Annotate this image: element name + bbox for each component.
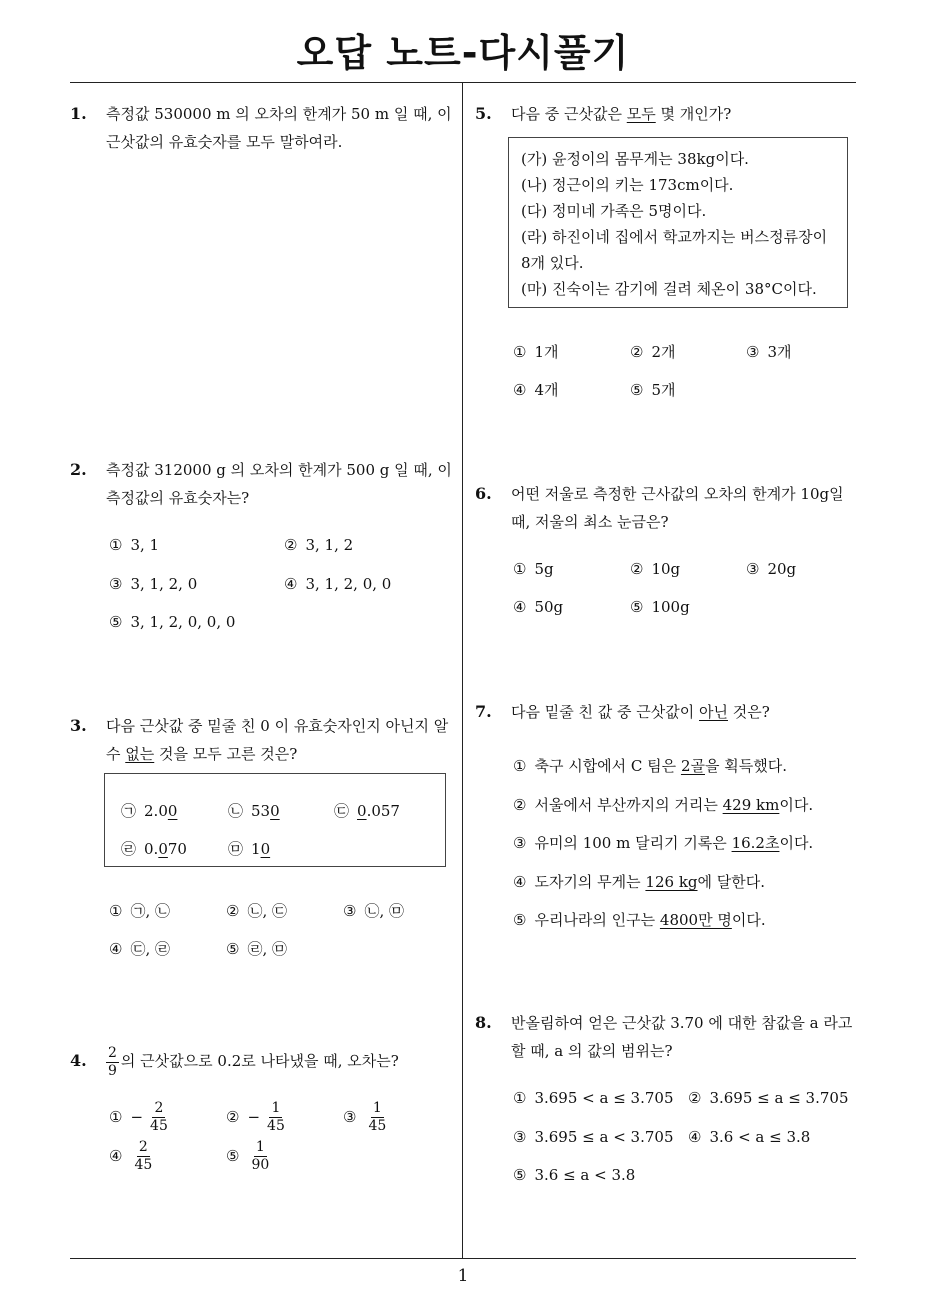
question-5 [475, 100, 860, 128]
statement-line: 8개 있다. [521, 254, 584, 272]
question-number: 1. [70, 104, 87, 123]
answer-option[interactable]: ② 10g [630, 560, 681, 578]
question-number: 3. [70, 716, 87, 735]
answer-option[interactable]: ② 3.695 ≤ a ≤ 3.705 [688, 1089, 849, 1107]
answer-option[interactable]: ① 축구 시합에서 C 팀은 2골을 획득했다. [513, 757, 787, 775]
answer-option[interactable]: ⑤ ㉣, ㉤ [226, 940, 287, 958]
answer-option[interactable]: ⑤ 3.6 ≤ a < 3.8 [513, 1166, 636, 1184]
answer-option[interactable]: ⑤ 우리나라의 인구는 4800만 명이다. [513, 911, 766, 929]
answer-option[interactable]: ① 5g [513, 560, 554, 578]
page-title: 오답 노트-다시풀기 [296, 31, 630, 75]
box-item: ㉤ 10 [228, 840, 271, 858]
answer-option[interactable]: ② ㉡, ㉢ [226, 902, 287, 920]
question-number: 6. [475, 484, 492, 503]
answer-option[interactable]: ④ ㉢, ㉣ [109, 940, 170, 958]
answer-option[interactable]: ② 3, 1, 2 [284, 536, 354, 554]
top-rule [70, 82, 856, 83]
page-number: 1 [457, 1266, 469, 1286]
question-number: 7. [475, 702, 492, 721]
statement-line: (라) 하진이네 집에서 학교까지는 버스정류장이 [521, 228, 828, 246]
answer-option[interactable]: ④ $\frac{2}{45}$ [109, 1139, 153, 1173]
answer-option[interactable]: ① 3.695 < a ≤ 3.705 [513, 1089, 674, 1107]
box-item: ㉠ 2.00 [121, 802, 178, 820]
answer-option[interactable]: ① 3, 1 [109, 536, 160, 554]
answer-option[interactable]: ④ 50g [513, 598, 564, 616]
answer-option[interactable]: ③ 3, 1, 2, 0 [109, 575, 198, 593]
answer-option[interactable]: ② 2개 [630, 343, 676, 361]
question-text-line: 수 없는 것을 모두 고른 것은? [106, 745, 298, 763]
question-number: 4. [70, 1051, 87, 1070]
bottom-rule [70, 1258, 856, 1259]
answer-option[interactable]: ⑤ $\frac{1}{90}$ [226, 1139, 270, 1173]
question-number: 8. [475, 1013, 492, 1032]
answer-option[interactable]: ⑤ 100g [630, 598, 690, 616]
question-text-line: 다음 중 근삿값은 모두 몇 개인가? [511, 105, 732, 123]
question-text-line: 다음 밑줄 친 값 중 근삿값이 아닌 것은? [511, 703, 770, 721]
question-7 [475, 698, 860, 726]
question-text-line: 측정값의 유효숫자는? [106, 489, 250, 507]
answer-option[interactable]: ④ 도자기의 무게는 126 kg에 달한다. [513, 873, 766, 891]
answer-option[interactable]: ⑤ 3, 1, 2, 0, 0, 0 [109, 613, 236, 631]
answer-option[interactable]: ④ 3.6 < a ≤ 3.8 [688, 1128, 811, 1146]
answer-option[interactable]: ② − $\frac{1}{45}$ [226, 1100, 285, 1134]
question-text-line: 어떤 저울로 측정한 근사값의 오차의 한계가 10g일 [511, 485, 844, 503]
statement-line: (마) 진숙이는 감기에 걸려 체온이 38°C이다. [521, 280, 817, 298]
answer-option[interactable]: ① ㉠, ㉡ [109, 902, 170, 920]
statement-line: (나) 정근이의 키는 173cm이다. [521, 176, 734, 194]
answer-option[interactable]: ③ 유미의 100 m 달리기 기록은 16.2초이다. [513, 834, 814, 852]
question-8 [475, 1009, 860, 1065]
answer-option[interactable]: ⑤ 5개 [630, 381, 676, 399]
column-divider [462, 83, 463, 1258]
answer-option[interactable]: ① 1개 [513, 343, 559, 361]
answer-option[interactable]: ② 서울에서 부산까지의 거리는 429 km이다. [513, 796, 814, 814]
answer-option[interactable]: ③ 3.695 ≤ a < 3.705 [513, 1128, 674, 1146]
question-number: 2. [70, 460, 87, 479]
question-text-line: 때, 저울의 최소 눈금은? [511, 513, 669, 531]
question-number: 5. [475, 104, 492, 123]
answer-option[interactable]: ④ 3, 1, 2, 0, 0 [284, 575, 392, 593]
question-6 [475, 480, 860, 536]
statement-box [508, 137, 848, 308]
question-4 [70, 1042, 455, 1080]
answer-option[interactable]: ③ 3개 [746, 343, 792, 361]
question-text-line: 다음 근삿값 중 밑줄 친 0 이 유효숫자인지 아닌지 알 [106, 717, 449, 735]
question-3 [70, 712, 455, 768]
question-text-line: 반올림하여 얻은 근삿값 3.70 에 대한 참값을 a 라고 [511, 1014, 853, 1032]
answer-option[interactable]: ③ 20g [746, 560, 797, 578]
answer-option[interactable]: ④ 4개 [513, 381, 559, 399]
statement-line: (다) 정미네 가족은 5명이다. [521, 202, 707, 220]
question-text-line: $\frac{2}{9}$ 의 근삿값으로 0.2로 나타냈을 때, 오차는? [108, 1044, 399, 1079]
question-text-line: 측정값 530000 m 의 오차의 한계가 50 m 일 때, 이 [106, 105, 452, 123]
answer-option[interactable]: ① − $\frac{2}{45}$ [109, 1100, 168, 1134]
question-text-line: 근삿값의 유효숫자를 모두 말하여라. [106, 133, 343, 151]
question-2 [70, 456, 455, 512]
question-1 [70, 100, 455, 156]
box-item: ㉡ 530 [228, 802, 280, 820]
box-item: ㉢ 0.057 [334, 802, 400, 820]
statement-line: (가) 윤정이의 몸무게는 38kg이다. [521, 150, 749, 168]
question-text-line: 측정값 312000 g 의 오차의 한계가 500 g 일 때, 이 [106, 461, 452, 479]
answer-option[interactable]: ③ $\frac{1}{45}$ [343, 1100, 387, 1134]
answer-option[interactable]: ③ ㉡, ㉤ [343, 902, 404, 920]
box-item: ㉣ 0.070 [121, 840, 187, 858]
question-text-line: 할 때, a 의 값의 범위는? [511, 1042, 673, 1060]
